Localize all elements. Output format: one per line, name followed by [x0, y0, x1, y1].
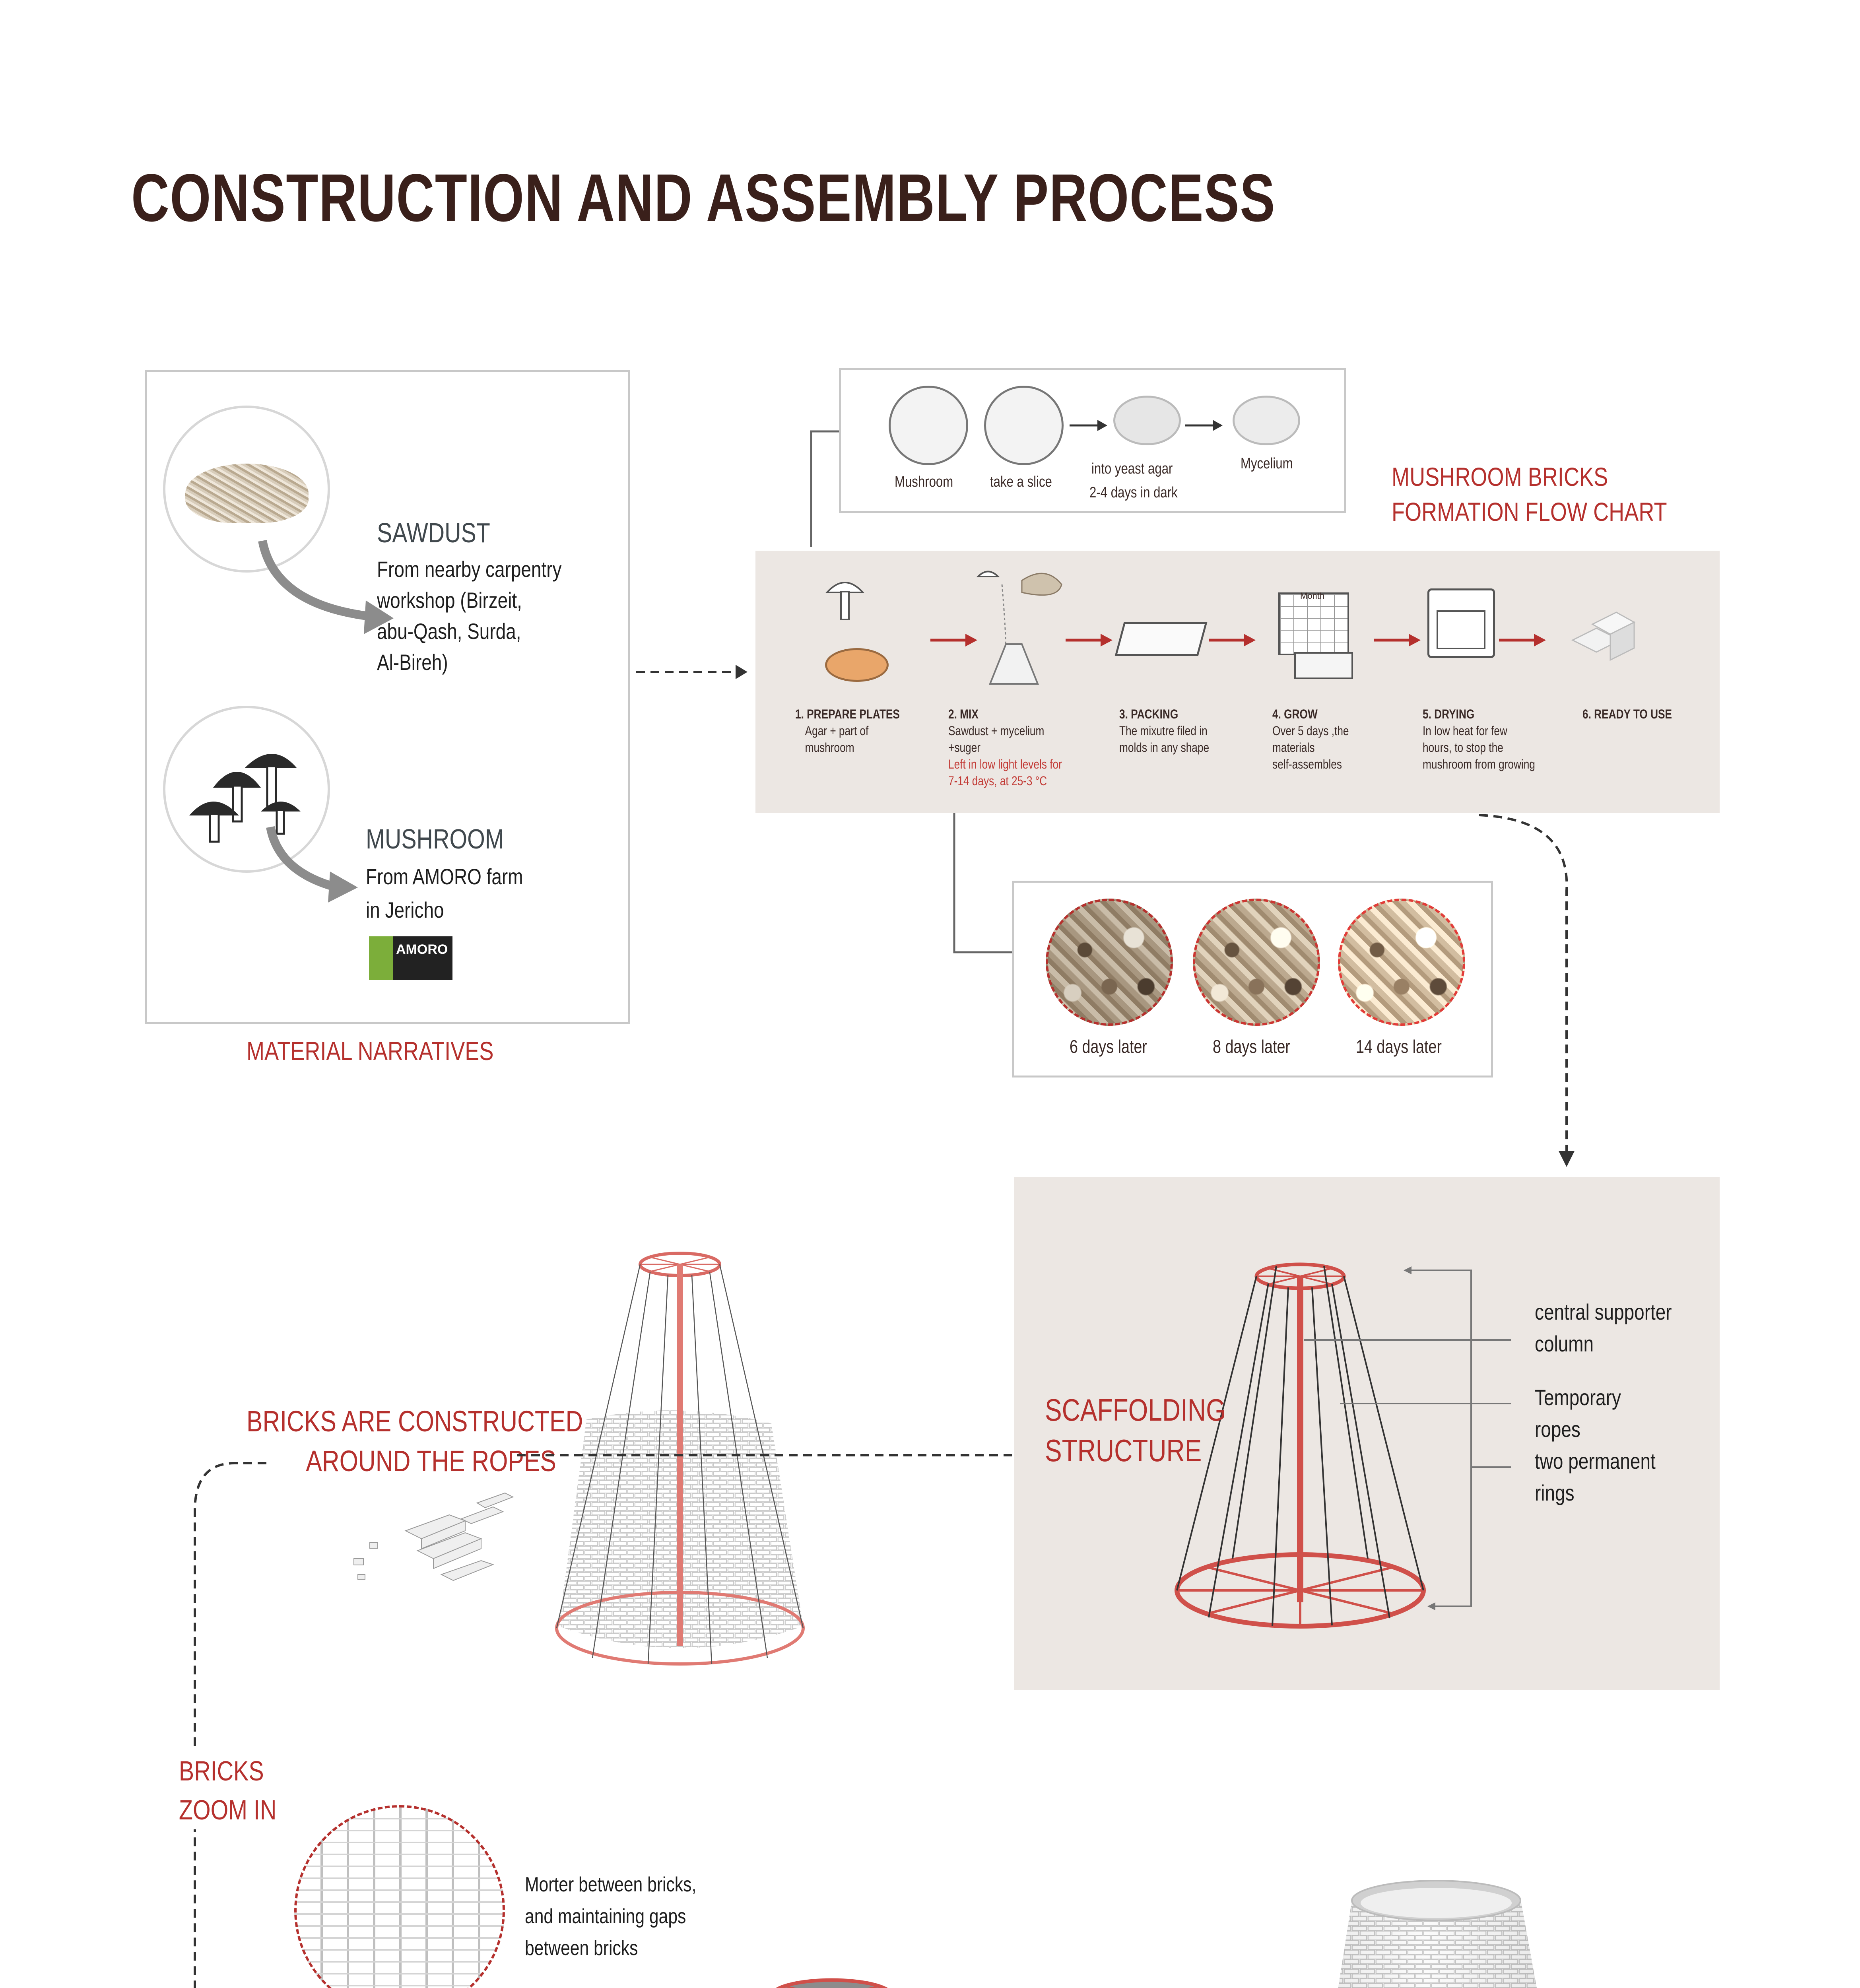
bricks-zoom-line2: ZOOM IN [179, 1794, 277, 1825]
sawdust-line: Al-Bireh) [377, 650, 448, 675]
grow-calendar-icon [1278, 592, 1349, 655]
bricks-zoom-line1: BRICKS [179, 1755, 264, 1786]
amoro-logo [369, 936, 452, 980]
flow-step-line: self-assembles [1272, 757, 1342, 771]
narratives-to-flow-arrow [636, 660, 755, 684]
sawdust-heading: SAWDUST [377, 517, 490, 548]
growth-label-8: 8 days later [1213, 1036, 1290, 1057]
oven-window [1437, 610, 1485, 649]
flow-chart-heading-line1: MUSHROOM BRICKS [1392, 462, 1608, 491]
flow-to-scaffold-arrow [1471, 811, 1582, 1169]
flow-step-note: Left in low light levels for [948, 757, 1062, 771]
bricks-zoom-heading [177, 1751, 278, 1829]
flow-step-line: molds in any shape [1119, 740, 1210, 755]
growth-6-days-image [1046, 899, 1173, 1026]
bricks-zoom-desc-line: between bricks [525, 1937, 638, 1960]
sawdust-line: workshop (Birzeit, [377, 588, 522, 613]
flow-step-title: 6. READY TO USE [1582, 707, 1672, 721]
mushroom-arrow [254, 827, 374, 907]
growth-label-14: 14 days later [1356, 1036, 1442, 1057]
flow-step-line: Over 5 days ,the [1272, 724, 1349, 738]
flow-arrow-4 [1374, 632, 1421, 648]
annotation-line: ropes [1535, 1417, 1580, 1442]
flow-step-line: mushroom [805, 740, 854, 755]
partial-cone-drawing [549, 1248, 811, 1682]
prepare-plates-icon [825, 648, 889, 682]
bricks-zoom-desc-line: and maintaining gaps [525, 1905, 686, 1928]
annotation-line: rings [1535, 1480, 1575, 1505]
flow-step-line: +suger [948, 740, 980, 755]
annotation-line: Temporary [1535, 1385, 1621, 1410]
packing-mold-icon [1115, 622, 1208, 656]
flow-arrow-3 [1209, 632, 1256, 648]
scaffolding-heading [1045, 1390, 1226, 1471]
annotation-line: two permanent [1535, 1448, 1656, 1474]
bricks-constructed-line1: BRICKS ARE CONSTRUCTED [247, 1405, 583, 1438]
annotation-line: central supporter [1535, 1299, 1672, 1324]
calendar-month-label: Month [1300, 591, 1325, 601]
flow-arrow-5 [1499, 632, 1547, 648]
annotation-line: column [1535, 1331, 1594, 1356]
flow-step-2 [948, 706, 1062, 789]
agar-label-mushroom: Mushroom [895, 474, 953, 490]
flow-step-5 [1423, 706, 1535, 773]
annotation-temporary-ropes [1535, 1382, 1621, 1445]
flow-chart-panel [755, 551, 1720, 813]
flow-step-6 [1582, 706, 1672, 722]
flow-step-3 [1119, 706, 1209, 756]
scaffolding-heading-line2: STRUCTURE [1045, 1433, 1202, 1468]
material-narratives-caption: MATERIAL NARRATIVES [247, 1036, 494, 1066]
sawdust-line: abu-Qash, Surda, [377, 619, 521, 644]
flow-step-line: Agar + part of [805, 724, 869, 738]
agar-label-slice: take a slice [990, 474, 1052, 490]
flow-step-title: 4. GROW [1272, 707, 1318, 721]
flow-chart-heading-line2: FORMATION FLOW CHART [1392, 497, 1667, 526]
flow-chart-heading [1392, 459, 1667, 529]
flow-arrow-2 [1066, 632, 1113, 648]
scaffolding-leaders [1296, 1264, 1503, 1614]
flow-step-line: materials [1272, 740, 1315, 755]
grow-brick-icon [1294, 652, 1353, 679]
mix-icon [962, 565, 1066, 696]
amoro-logo-text: AMORO [396, 942, 448, 957]
agar-label-line1: into yeast agar [1091, 460, 1173, 477]
sawdust-line: From nearby carpentry [377, 557, 562, 582]
ready-bricks-icon [1569, 604, 1636, 664]
flow-step-line: hours, to stop the [1423, 740, 1503, 755]
mycelium-plate-icon [1233, 396, 1300, 445]
growth-8-days-image [1193, 899, 1320, 1026]
agar-connector [809, 429, 841, 549]
cone-remove-drawing [684, 1972, 994, 1988]
scaffolding-heading-line1: SCAFFOLDING [1045, 1392, 1226, 1427]
mushroom-slice-icon [889, 386, 968, 465]
mushroom-text [366, 860, 523, 927]
scaffold-to-bricks-line [517, 1447, 1018, 1463]
oven-icon [1427, 588, 1495, 658]
flow-step-line: mushroom from growing [1423, 757, 1535, 771]
page-title: CONSTRUCTION AND ASSEMBLY PROCESS [131, 160, 1276, 236]
agar-label-mycelium: Mycelium [1241, 455, 1293, 472]
agar-label-line2: 2-4 days in dark [1089, 484, 1178, 501]
growth-label-6: 6 days later [1070, 1036, 1147, 1057]
mushroom-heading: MUSHROOM [366, 823, 504, 854]
mushroom-small-icon [823, 573, 867, 624]
agar-arrow-1 [1070, 417, 1109, 433]
flow-step-1 [795, 706, 900, 756]
sawdust-text [377, 554, 561, 678]
flow-step-4 [1272, 706, 1349, 773]
final-structure-drawing [1256, 1869, 1630, 1988]
agar-arrow-2 [1185, 417, 1225, 433]
flow-step-title: 3. PACKING [1119, 707, 1179, 721]
bricks-zoom-desc [525, 1869, 696, 1964]
flow-step-title: 1. PREPARE PLATES [795, 707, 900, 721]
bricks-constructed-line2: AROUND THE ROPES [306, 1444, 556, 1477]
growth-14-days-image [1338, 899, 1465, 1026]
flow-step-title: 5. DRYING [1423, 707, 1475, 721]
mushroom-line: in Jericho [366, 897, 444, 922]
flow-step-line: The mixutre filed in [1119, 724, 1208, 738]
mushroom-line: From AMORO farm [366, 864, 523, 889]
sawdust-arrow [239, 541, 398, 644]
hand-slice-icon [984, 386, 1064, 465]
bricks-zoom-desc-line: Morter between bricks, [525, 1873, 697, 1896]
agar-plate-icon [1113, 396, 1181, 445]
flow-step-line: In low heat for few [1423, 724, 1507, 738]
annotation-central-column [1535, 1296, 1672, 1360]
amoro-logo-mark [369, 936, 393, 980]
flow-step-note: 7-14 days, at 25-3 °C [948, 774, 1047, 788]
flow-step-line: Sawdust + mycelium [948, 724, 1045, 738]
annotation-permanent-rings [1535, 1445, 1656, 1509]
flow-step-title: 2. MIX [948, 707, 979, 721]
